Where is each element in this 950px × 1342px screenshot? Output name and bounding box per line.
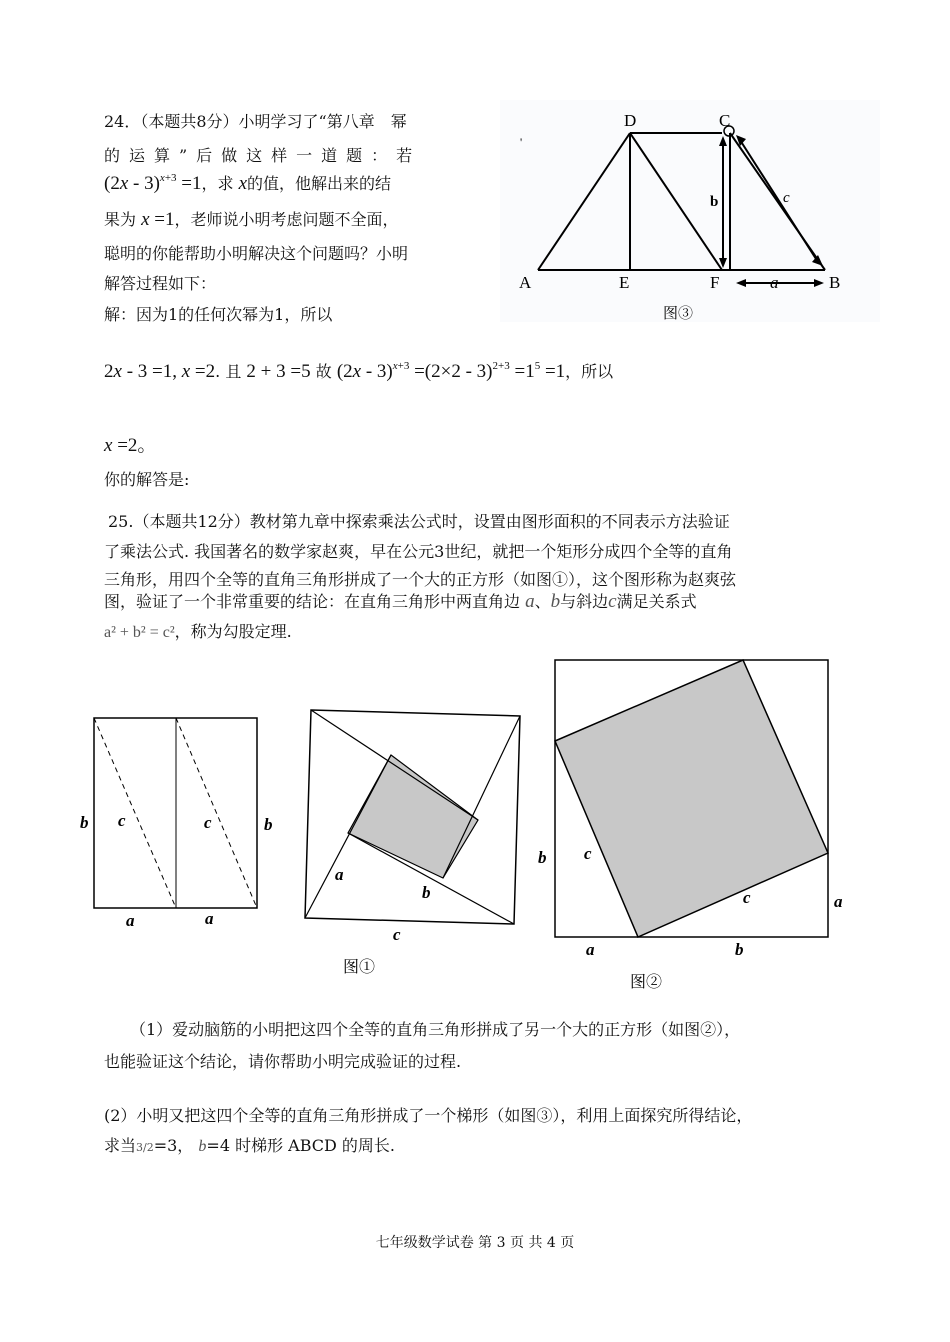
q24-line6: 解答过程如下： (104, 274, 217, 293)
fig3-label-b: b (710, 194, 719, 210)
rect-label-a1: a (126, 911, 135, 930)
fig3-label-D: D (624, 111, 637, 130)
q24-line2: 的运算”后做这样一道题：若 (104, 146, 422, 165)
q25-part1-line1: （1）爱动脑筋的小明把这四个全等的直角三角形拼成了另一个大的正方形（如图②）， (130, 1020, 741, 1039)
rect-label-b-left: b (80, 813, 89, 832)
fig3-label-c: c (783, 190, 790, 206)
fig1-caption: 图① (343, 959, 376, 976)
q24-line9: x =2。 (104, 435, 157, 456)
q24-step3: $(2x - 3)^{x+3} =(2\times 2 - 3)^{2+3} =1^5 =1$ (336, 360, 566, 382)
q24-wrong-answer: x =1 (141, 209, 175, 230)
q24-line8: 2x - 3 =1, x =2. 且 2 + 3 =5 故 $(2x - 3)^{x+3} =(2\times 2 - 3)^{2+3} =1^5 =1$，所以 (104, 360, 614, 382)
fig2-label-b-bottom: b (735, 940, 744, 959)
fig2-label-b-left: b (538, 848, 547, 867)
rect-label-b-right: b (264, 815, 273, 834)
fig3-label-B: B (829, 273, 841, 292)
q24-line1: 24．（本题共8分）小明学习了“第八章 幂 (104, 112, 407, 131)
fig3-label-E: E (619, 273, 630, 292)
fig3-caption: 图③ (663, 306, 694, 322)
rect-label-c1: c (118, 811, 126, 830)
page-footer: 七年级数学试卷 第 3 页 共 4 页 (375, 1235, 575, 1251)
q25-line2: 了乘法公式. 我国著名的数学家赵爽，早在公元3世纪，就把一个矩形分成四个全等的直角 (104, 542, 733, 561)
q24-step1: 2x - 3 =1, x =2 (104, 361, 216, 382)
pythagorean-formula: a² + b² = c² (104, 624, 175, 641)
fig3-label-A: A (519, 273, 532, 292)
q25-part1-line2: 也能验证这个结论，请你帮助小明完成验证的过程. (104, 1052, 462, 1071)
q24-line5: 聪明的你能帮助小明解决这个问题吗？小明 (104, 244, 409, 263)
fig1-label-a: a (335, 865, 344, 884)
figure-1 (295, 700, 530, 984)
q24-line10: 你的解答是: (104, 470, 190, 489)
fig3-label-a: a (770, 273, 779, 292)
figure-3 (500, 100, 880, 326)
q25-line1: 25.（本题共12分）教材第九章中探索乘法公式时，设置由图形面积的不同表示方法验证 (108, 512, 730, 531)
fig3-label-F: F (710, 273, 720, 292)
q24-line3: (2x - 3)$^{x+3}$ =1，求 x的值，他解出来的结 (104, 172, 392, 194)
q24-line7: 解：因为1的任何次幂为1，所以 (104, 305, 333, 324)
fig2-label-a-right: a (834, 892, 843, 911)
q24-line4: 果为 x =1，老师说小明考虑问题不全面， (104, 209, 399, 230)
figure-2 (530, 655, 855, 999)
svg-text:': ' (520, 135, 523, 149)
fig2-caption: 图② (630, 974, 663, 991)
q25-line3: 三角形，用四个全等的直角三角形拼成了一个大的正方形（如图①），这个图形称为赵爽弦 (104, 570, 737, 589)
q25-line4: 图，验证了一个非常重要的结论：在直角三角形中两直角边 a、b与斜边c满足关系式 (104, 591, 697, 612)
fig1-label-c: c (393, 925, 401, 944)
q25-part2-line2: 求当3/2=3， b=4 时梯形 ABCD 的周长. (104, 1136, 396, 1155)
fig3-label-C: C (719, 111, 731, 130)
rect-label-a2: a (205, 909, 214, 928)
rect-label-c2: c (204, 813, 212, 832)
q25-part2-line1: (2）小明又把这四个全等的直角三角形拼成了一个梯形（如图③），利用上面探究所得结论， (104, 1106, 753, 1125)
figure-rectangle (72, 708, 282, 942)
fig2-label-a-bottom: a (586, 940, 595, 959)
fig2-label-c-left: c (584, 844, 592, 863)
fig2-label-c-mid: c (743, 888, 751, 907)
fig1-label-b: b (422, 883, 431, 902)
q24-condition-equation: (2x - 3)$^{x+3}$ =1 (104, 172, 202, 194)
q25-line5: a² + b² = c²，称为勾股定理. (104, 622, 292, 641)
q24-step2: 2 + 3 =5 (246, 361, 311, 382)
